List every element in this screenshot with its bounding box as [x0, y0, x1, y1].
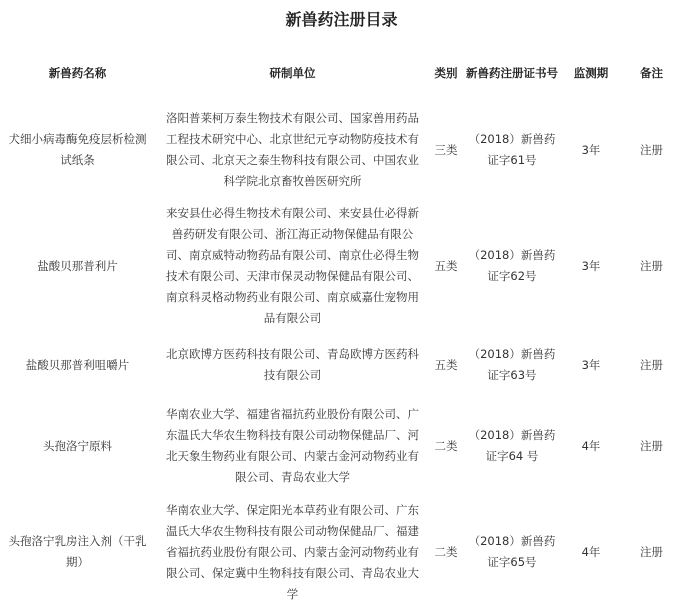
drug-name: 头孢洛宁原料 — [43, 438, 112, 453]
drug-name: 盐酸贝那普利咀嚼片 — [25, 357, 130, 372]
monitoring-period: 3年 — [581, 258, 601, 273]
monitoring-period: 4年 — [581, 438, 601, 453]
table-row — [0, 334, 683, 396]
developer: 华南农业大学、福建省福抗药业股份有限公司、广东温氏大华农生物科技有限公司动物保健品厂、河北天象生物药业有限公司、内蒙古金河动物药业有限公司、青岛农业大学 — [166, 407, 419, 484]
header-cert: 新兽药注册证书号 — [466, 65, 558, 80]
note: 注册 — [640, 544, 663, 559]
category: 三类 — [434, 142, 458, 157]
note: 注册 — [640, 357, 663, 372]
note: 注册 — [640, 258, 663, 273]
cert-number: （2018）新兽药证字64 号 — [468, 428, 556, 463]
drug-registry-table — [0, 44, 683, 608]
table-row — [0, 198, 683, 334]
drug-name: 盐酸贝那普利片 — [37, 258, 118, 273]
category: 五类 — [434, 357, 458, 372]
monitoring-period: 3年 — [581, 142, 601, 157]
cert-number: （2018）新兽药证字61号 — [468, 132, 556, 167]
cert-number: （2018）新兽药证字65号 — [468, 534, 556, 569]
table-row — [0, 102, 683, 198]
developer: 洛阳普莱柯万泰生物技术有限公司、国家兽用药品工程技术研究中心、北京世纪元亨动物防疫技术有限公司、北京天之泰生物科技有限公司、中国农业科学院北京畜牧兽医研究所 — [166, 111, 419, 188]
category: 二类 — [434, 438, 458, 453]
category: 二类 — [434, 544, 458, 559]
developer: 来安县仕必得生物技术有限公司、来安县仕必得新兽药研发有限公司、浙江海正动物保健品有限公司、南京威特动物药品有限公司、南京仕必得生物技术有限公司、天津市保灵动物保健品有限公司、南京科灵格动物药业有限公司、南京威嘉仕宠物用品有限公司 — [166, 206, 419, 325]
table-row — [0, 496, 683, 608]
monitoring-period: 3年 — [581, 357, 601, 372]
cert-number: （2018）新兽药证字63号 — [468, 347, 556, 382]
drug-name: 犬细小病毒酶免疫层析检测试纸条 — [8, 132, 147, 167]
header-category: 类别 — [434, 65, 458, 80]
header-row — [0, 44, 683, 102]
note: 注册 — [640, 438, 663, 453]
drug-name: 头孢洛宁乳房注入剂（干乳期） — [8, 534, 147, 569]
header-unit: 研制单位 — [269, 65, 316, 80]
header-name: 新兽药名称 — [48, 65, 107, 80]
cert-number: （2018）新兽药证字62号 — [468, 248, 556, 283]
page-title: 新兽药注册目录 — [285, 10, 398, 29]
monitoring-period: 4年 — [581, 544, 601, 559]
developer: 华南农业大学、保定阳光本草药业有限公司、广东温氏大华农生物科技有限公司动物保健品厂、福建省福抗药业股份有限公司、内蒙古金河动物药业有限公司、保定冀中生物科技有限公司、青岛农业大学 — [166, 502, 419, 601]
category: 五类 — [434, 258, 458, 273]
developer: 北京欧博方医药科技有限公司、青岛欧博方医药科技有限公司 — [166, 347, 419, 382]
header-period: 监测期 — [573, 65, 609, 80]
note: 注册 — [640, 142, 663, 157]
table-row — [0, 396, 683, 496]
header-note: 备注 — [640, 65, 663, 80]
